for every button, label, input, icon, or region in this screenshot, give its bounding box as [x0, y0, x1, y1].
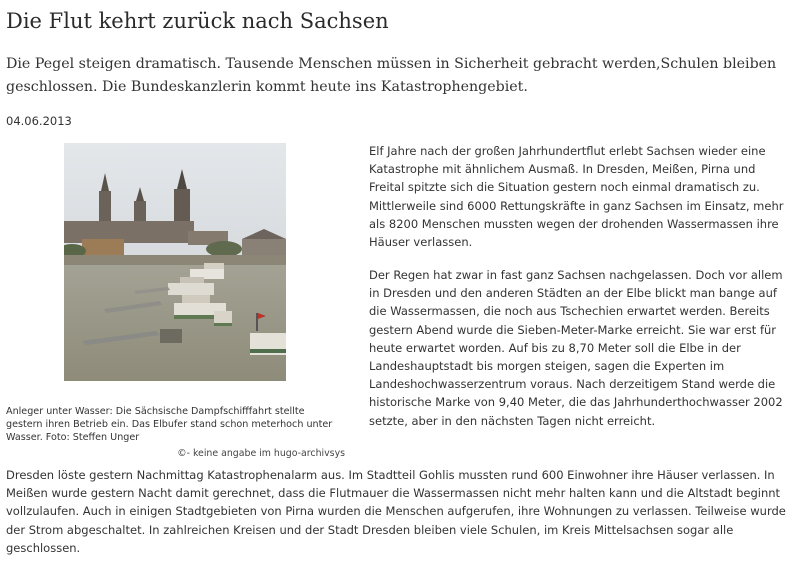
article-paragraph: Elf Jahre nach der großen Jahrhundertflut erlebt Sachsen wieder eine Katastrophe mit ähnlichem Ausmaß. In Dresden, Meißen, Pirna und Freital spitzte sich die Situation gestern noch einmal dramatisch zu. Mittlerweile sind 6000 Rettungskräfte in ganz Sachsen im Einsatz, mehr als 8200 Menschen mussten wegen der drohenden Wassermassen ihre Häuser verlassen.	[369, 144, 784, 250]
article-paragraph: Der Regen hat zwar in fast ganz Sachsen nachgelassen. Doch vor allem in Dresden und den anderen Städten an der Elbe blickt man bange auf die Wassermassen, die noch aus Tschechien erwartet werden. Bereits gestern Abend wurde die Sieben-Meter-Marke erreicht. Sie war erst für heute erwartet worden. Auf bis zu 8,70 Meter soll die Elbe in der Landeshauptstadt bis morgen steigen, sagen die Experten im Landeshochwasserzentrum voraus. Nach derzeitigem Stand werde die historische Marke von 9,40 Meter, die das Jahrhunderthochwasser 2002 setzte, aber in den nächsten Tagen nicht erreicht.	[369, 268, 783, 428]
article-date: 04.06.2013	[6, 114, 72, 128]
photo-copyright: ©- keine angabe im hugo-archivsys	[177, 448, 345, 459]
article-paragraph: Dresden löste gestern Nachmittag Katastrophenalarm aus. Im Stadtteil Gohlis mussten rund 600 Einwohner ihre Häuser verlassen. In Meißen wurde gestern Nacht damit gerechnet, dass die Flutmauer die Wassermassen nicht mehr halten kann und die Altstadt beginnt vollzulaufen. Auch in einigen Stadtgebieten von Pirna wurden die Menschen aufgerufen, ihre Wohnungen zu verlassen. Teilweise wurde der Strom abgeschaltet. In zahlreichen Kreisen und der Stadt Dresden bleiben viele Schulen, im Kreis Mittelsachsen sogar alle geschlossen.	[6, 468, 786, 555]
article-photo	[64, 143, 286, 381]
photo-caption: Anleger unter Wasser: Die Sächsische Dampfschifffahrt stellte gestern ihren Betrieb ein. Das Elbufer stand schon meterhoch unter Wasser. Foto: Steffen Unger	[6, 406, 333, 443]
article-title: Die Flut kehrt zurück nach Sachsen	[6, 9, 389, 33]
article-lead: Die Pegel steigen dramatisch. Tausende Menschen müssen in Sicherheit gebracht werden,Schulen bleiben geschlossen. Die Bundeskanzlerin kommt heute ins Katastrophengebiet.	[6, 56, 777, 95]
